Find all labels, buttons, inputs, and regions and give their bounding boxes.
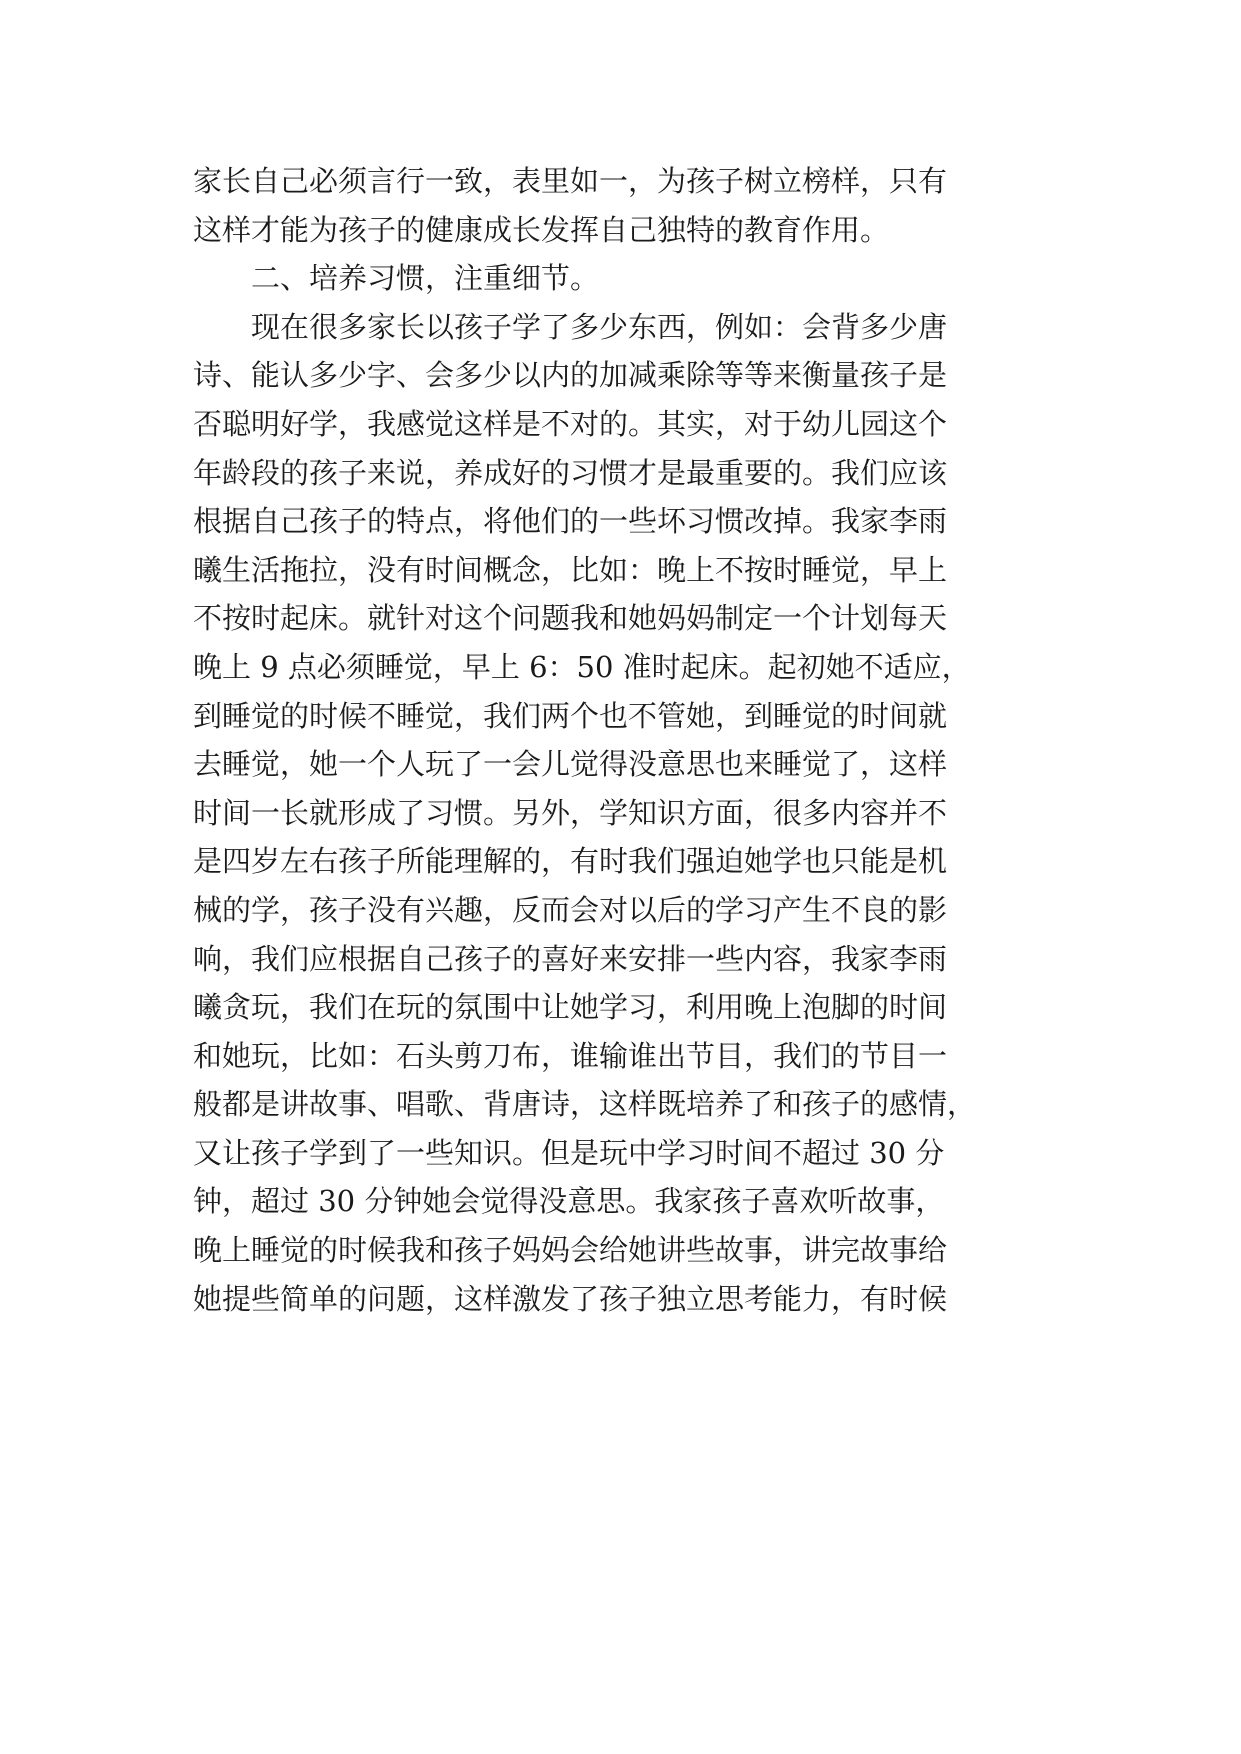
- text-line: 响，我们应根据自己孩子的喜好来安排一些内容，我家李雨: [193, 941, 948, 976]
- text-line: 又让孩子学到了一些知识。但是玩中学习时间不超过 30 分: [193, 1135, 945, 1170]
- text-line: 不按时起床。就针对这个问题我和她妈妈制定一个计划每天: [193, 601, 948, 636]
- text-line: 和她玩，比如：石头剪刀布，谁输谁出节目，我们的节目一: [193, 1038, 948, 1073]
- text-line: 诗、能认多少字、会多少以内的加减乘除等等来衡量孩子是: [193, 358, 948, 393]
- text-line: 晚上 9 点必须睡觉，早上 6：50 准时起床。起初她不适应，: [193, 649, 971, 684]
- text-line: 晚上睡觉的时候我和孩子妈妈会给她讲些故事，讲完故事给: [193, 1233, 948, 1268]
- text-line: 这样才能为孩子的健康成长发挥自己独特的教育作用。: [193, 212, 890, 247]
- text-line: 时间一长就形成了习惯。另外，学知识方面，很多内容并不: [193, 795, 948, 830]
- text-line: 她提些简单的问题，这样激发了孩子独立思考能力，有时候: [193, 1281, 948, 1316]
- text-line: 去睡觉，她一个人玩了一会儿觉得没意思也来睡觉了，这样: [193, 747, 948, 782]
- text-line: 根据自己孩子的特点，将他们的一些坏习惯改掉。我家李雨: [193, 504, 948, 539]
- text-line: 械的学，孩子没有兴趣，反而会对以后的学习产生不良的影: [193, 892, 948, 927]
- text-line: 到睡觉的时候不睡觉，我们两个也不管她，到睡觉的时间就: [193, 698, 948, 733]
- text-line: 年龄段的孩子来说，养成好的习惯才是最重要的。我们应该: [193, 455, 948, 490]
- text-line: 曦生活拖拉，没有时间概念，比如：晚上不按时睡觉，早上: [193, 552, 948, 587]
- body-text: [193, 157, 1053, 1323]
- text-line: 否聪明好学，我感觉这样是不对的。其实，对于幼儿园这个: [193, 406, 948, 441]
- text-line: 钟，超过 30 分钟她会觉得没意思。我家孩子喜欢听故事，: [193, 1184, 945, 1219]
- paragraph-first-line: 现在很多家长以孩子学了多少东西，例如：会背多少唐: [251, 309, 948, 344]
- paragraph-first-line: 二、培养习惯，注重细节。: [251, 261, 600, 296]
- text-line: 是四岁左右孩子所能理解的，有时我们强迫她学也只能是机: [193, 844, 948, 879]
- text-line: 般都是讲故事、唱歌、背唐诗，这样既培养了和孩子的感情，: [193, 1087, 977, 1122]
- text-line: 曦贪玩，我们在玩的氛围中让她学习，利用晚上泡脚的时间: [193, 990, 948, 1025]
- text-line: 家长自己必须言行一致，表里如一，为孩子树立榜样，只有: [193, 164, 948, 198]
